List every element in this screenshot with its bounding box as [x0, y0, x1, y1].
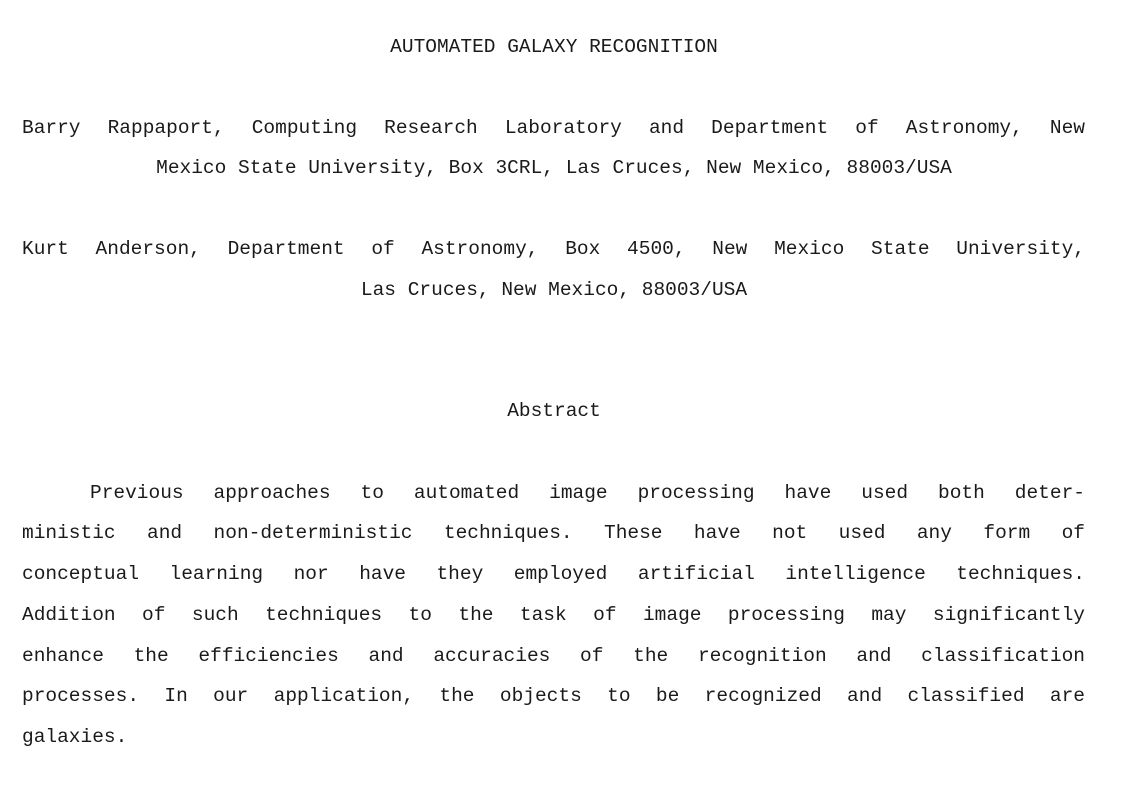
- abstract-line-4: Addition of such techniques to the task of image processing may significantly: [22, 604, 1085, 626]
- abstract-line-3: conceptual learning nor have they employed artificial intelligence techniques.: [22, 563, 1085, 585]
- abstract-line-6: processes. In our application, the objects to be recognized and classified are: [22, 685, 1085, 707]
- abstract-line-7: galaxies.: [22, 726, 128, 748]
- author-1-line-1: Barry Rappaport, Computing Research Laboratory and Department of Astronomy, New: [22, 117, 1085, 139]
- author-1-line-2: Mexico State University, Box 3CRL, Las Cruces, New Mexico, 88003/USA: [156, 157, 952, 179]
- paper-title: AUTOMATED GALAXY RECOGNITION: [390, 36, 718, 58]
- author-2-line-1: Kurt Anderson, Department of Astronomy, Box 4500, New Mexico State University,: [22, 238, 1085, 260]
- abstract-heading: Abstract: [507, 400, 601, 422]
- abstract-line-2: ministic and non-deterministic techniques. These have not used any form of: [22, 522, 1085, 544]
- author-2-line-2: Las Cruces, New Mexico, 88003/USA: [360, 279, 748, 301]
- abstract-line-1: Previous approaches to automated image processing have used both deter-: [90, 482, 1085, 504]
- abstract-line-5: enhance the efficiencies and accuracies of the recognition and classification: [22, 645, 1085, 667]
